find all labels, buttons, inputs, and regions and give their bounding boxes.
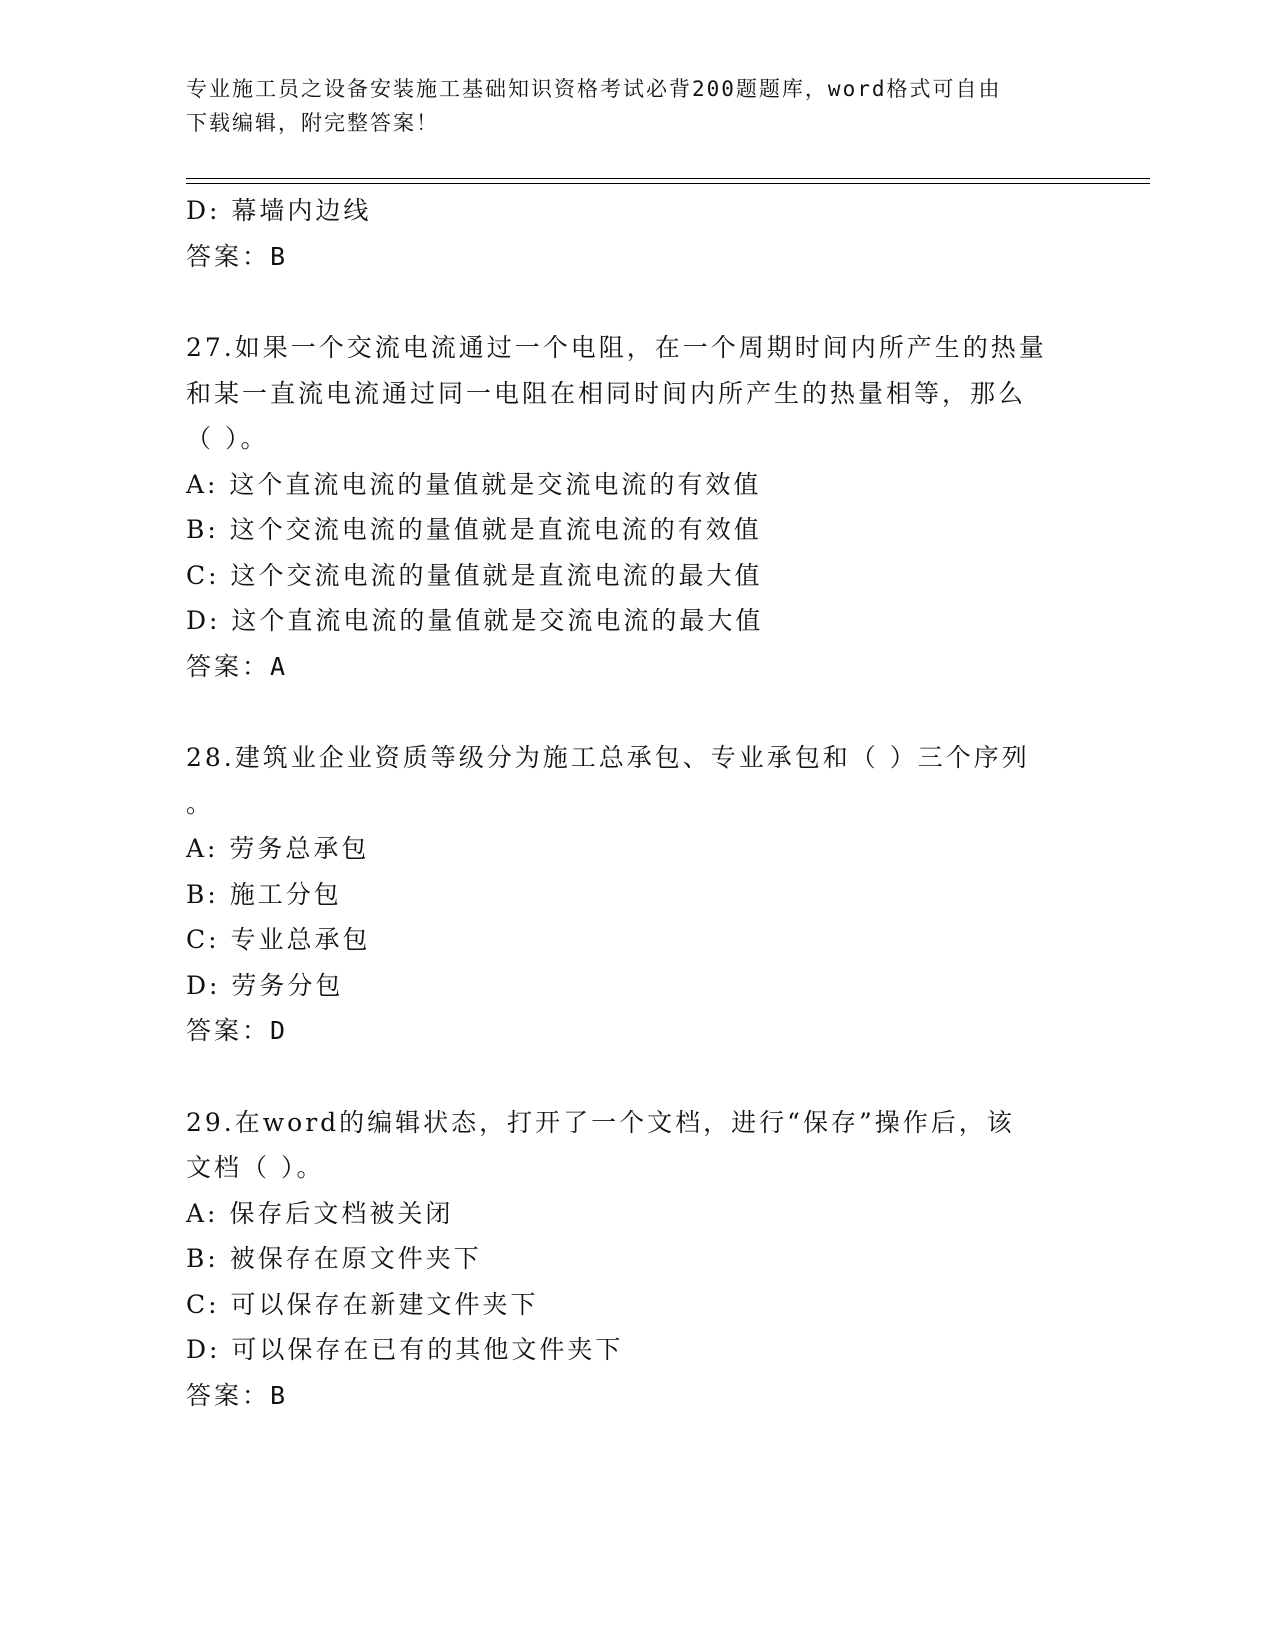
option-d: D: 劳务分包 (186, 970, 344, 1000)
document-header (186, 72, 1066, 140)
question-29 (186, 1100, 1086, 1419)
answer (186, 1373, 1086, 1419)
answer-label: 答案： (186, 241, 271, 271)
option-b: B: 这个交流电流的量值就是直流电流的有效值 (186, 515, 762, 544)
question-text-line: 和某一直流电流通过同一电阻在相同时间内所产生的热量相等，那么 (186, 378, 1027, 408)
option-d: D: 可以保存在已有的其他文件夹下 (186, 1335, 624, 1364)
question-text-line: 27.如果一个交流电流通过一个电阻，在一个周期时间内所产生的热量 (186, 333, 1047, 362)
option-b: B: 被保存在原文件夹下 (186, 1244, 482, 1273)
question-text-line: 文档（ ）。 (186, 1153, 325, 1182)
answer-value: A (270, 651, 289, 681)
answer (186, 1008, 1086, 1054)
header-line-1: 专业施工员之设备安装施工基础知识资格考试必背200题题库，word格式可自由 (186, 77, 1002, 101)
option-a: A: 劳务总承包 (186, 834, 370, 863)
document-body (186, 188, 1086, 1418)
prev-option-d: D: 幕墙内边线 (186, 196, 372, 225)
question-text-line: 28.建筑业企业资质等级分为施工总承包、专业承包和（ ）三个序列 (186, 743, 1030, 772)
option-c: C: 这个交流电流的量值就是直流电流的最大值 (186, 560, 763, 590)
question-text-line: （ ）。 (186, 424, 269, 453)
answer-value: B (270, 241, 289, 271)
question-text-line: 29.在word的编辑状态，打开了一个文档，进行“保存”操作后，该 (186, 1107, 1015, 1137)
header-line-2: 下载编辑，附完整答案！ (186, 111, 439, 135)
question-27 (186, 325, 1086, 689)
answer-label: 答案： (186, 1016, 271, 1045)
answer-value: D (270, 1016, 289, 1045)
answer-value: B (270, 1380, 289, 1410)
option-a: A: 保存后文档被关闭 (186, 1198, 454, 1228)
header-divider-bottom (186, 183, 1150, 184)
header-divider-top (186, 178, 1150, 179)
answer (186, 644, 1086, 690)
option-c: C: 专业总承包 (186, 925, 371, 954)
answer-label: 答案： (186, 1380, 271, 1410)
question-28 (186, 735, 1086, 1054)
question-text-line: 。 (186, 788, 215, 818)
option-b: B: 施工分包 (186, 879, 342, 909)
option-a: A: 这个直流电流的量值就是交流电流的有效值 (186, 469, 762, 499)
option-d: D: 这个直流电流的量值就是交流电流的最大值 (186, 606, 764, 635)
answer-label: 答案： (186, 651, 271, 681)
prev-answer (186, 234, 1086, 280)
option-c: C: 可以保存在新建文件夹下 (186, 1289, 539, 1319)
